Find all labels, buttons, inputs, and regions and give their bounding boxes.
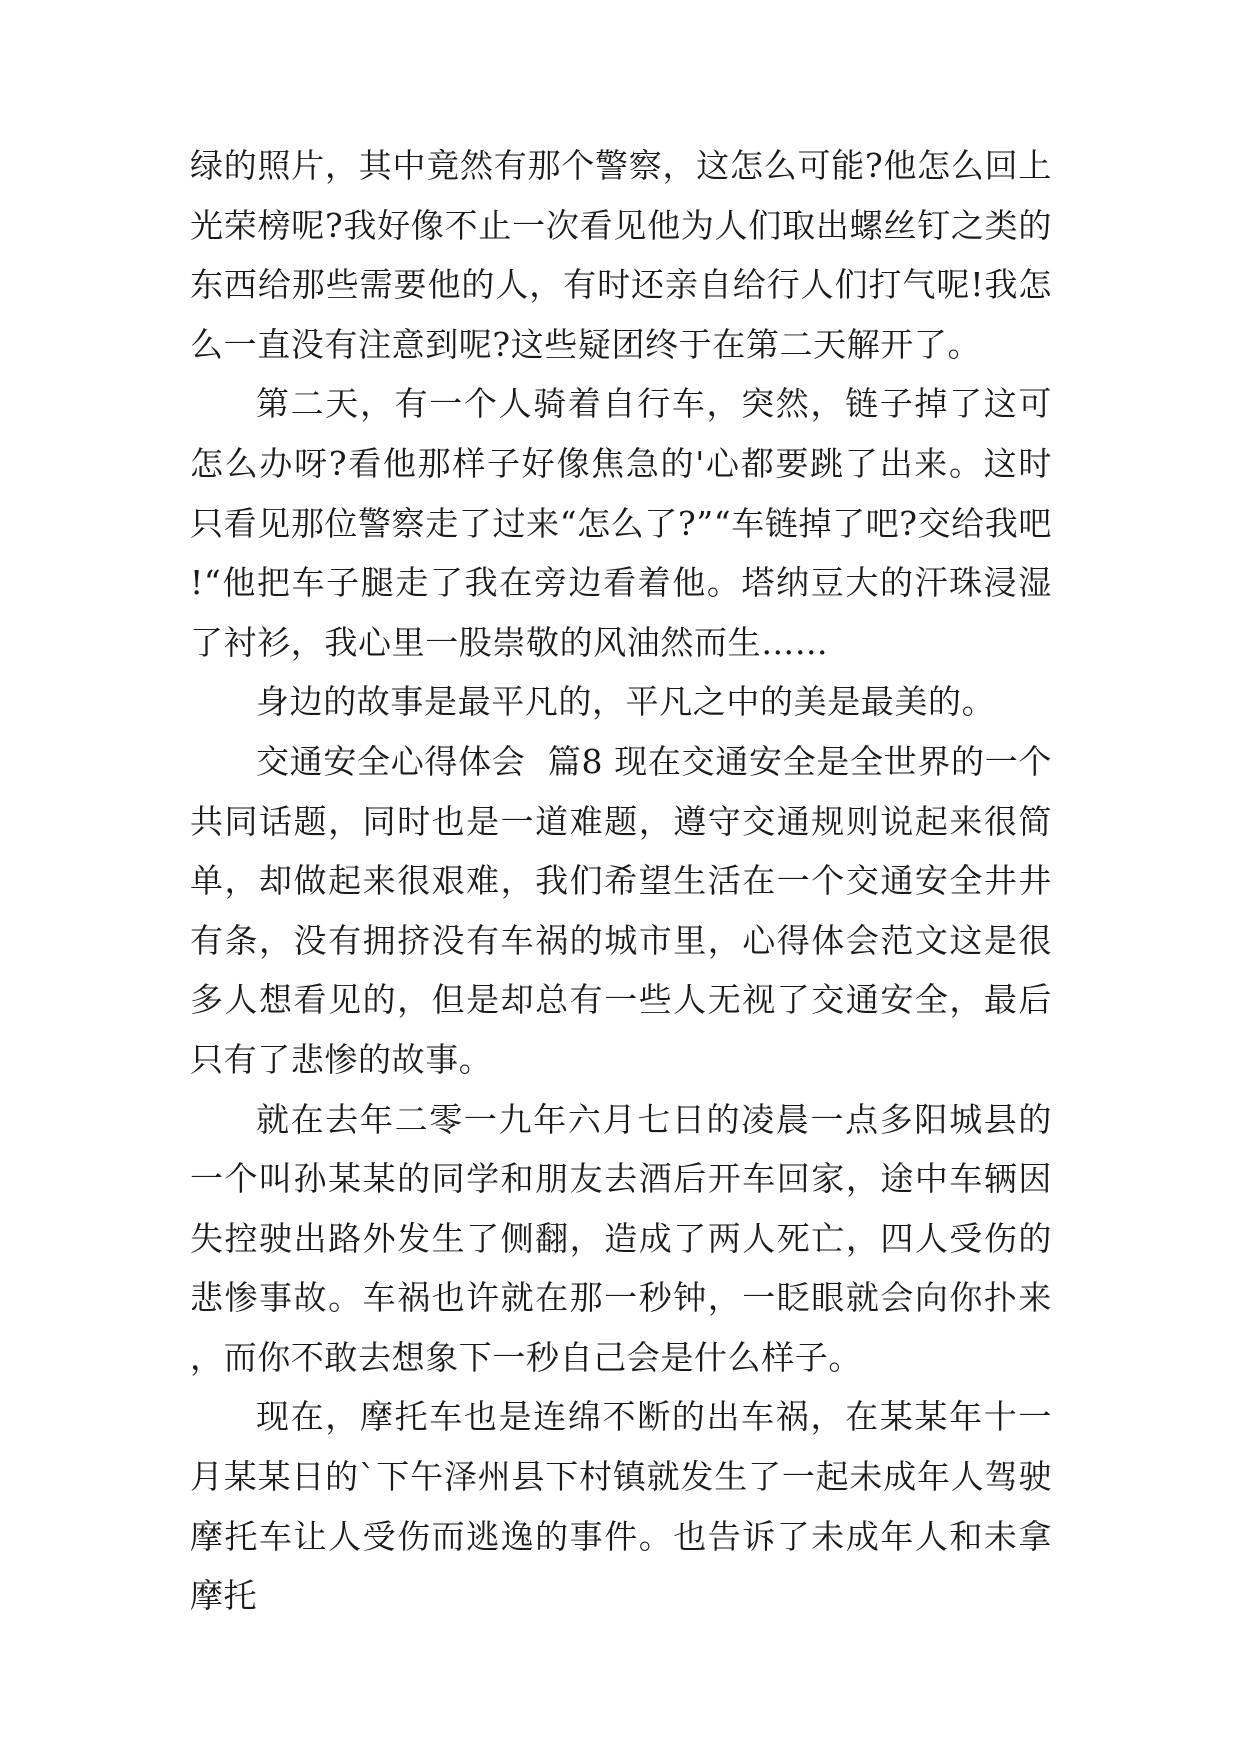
paragraph-motorcycle: 现在，摩托车也是连绵不断的出车祸，在某某年十一月某某日的`下午泽州县下村镇就发生了一起未成年人驾驶摩托车让人受伤而逃逸的事件。也告诉了未成年人和未拿摩托 bbox=[190, 1397, 1052, 1616]
paragraph-second-day: 第二天，有一个人骑着自行车，突然，链子掉了这可怎么办呀?看他那样子好像焦急的'心都要跳了出来。这时只看见那位警察走了过来“怎么了?”“车链掉了吧?交给我吧!“他把车子腿走了我在旁边看着他。塔纳豆大的汗珠浸湿了衬衫，我心里一股崇敬的风油然而生…… bbox=[190, 384, 1052, 662]
section-gap bbox=[603, 742, 614, 781]
paragraph-section-8 bbox=[190, 732, 1052, 1090]
paragraph-continued-story: 绿的照片，其中竟然有那个警察，这怎么可能?他怎么回上光荣榜呢?我好像不止一次看见他为人们取出螺丝钉之类的东西给那些需要他的人，有时还亲自给行人们打气呢!我怎么一直没有注意到呢?这些疑团终于在第二天解开了。 bbox=[190, 146, 1052, 364]
section-heading: 交通安全心得体会 篇8 bbox=[256, 741, 604, 781]
section-8-text: 现在交通安全是全世界的一个共同话题，同时也是一道难题，遵守交通规则说起来很简单，却做起来很艰难，我们希望生活在一个交通安全井井有条，没有拥挤没有车祸的城市里，心得体会范文这是很多人想看见的，但是却总有一些人无视了交通安全，最后只有了悲惨的故事。 bbox=[190, 741, 1052, 1079]
paragraph-conclusion: 身边的故事是最平凡的，平凡之中的美是最美的。 bbox=[256, 682, 996, 722]
paragraph-accident-report: 就在去年二零一九年六月七日的凌晨一点多阳城县的一个叫孙某某的同学和朋友去酒后开车回家，途中车辆因失控驶出路外发生了侧翻，造成了两人死亡，四人受伤的悲惨事故。车祸也许就在那一秒钟，一眨眼就会向你扑来，而你不敢去想象下一秒自己会是什么样子。 bbox=[190, 1099, 1052, 1377]
document-body bbox=[190, 136, 1052, 1626]
